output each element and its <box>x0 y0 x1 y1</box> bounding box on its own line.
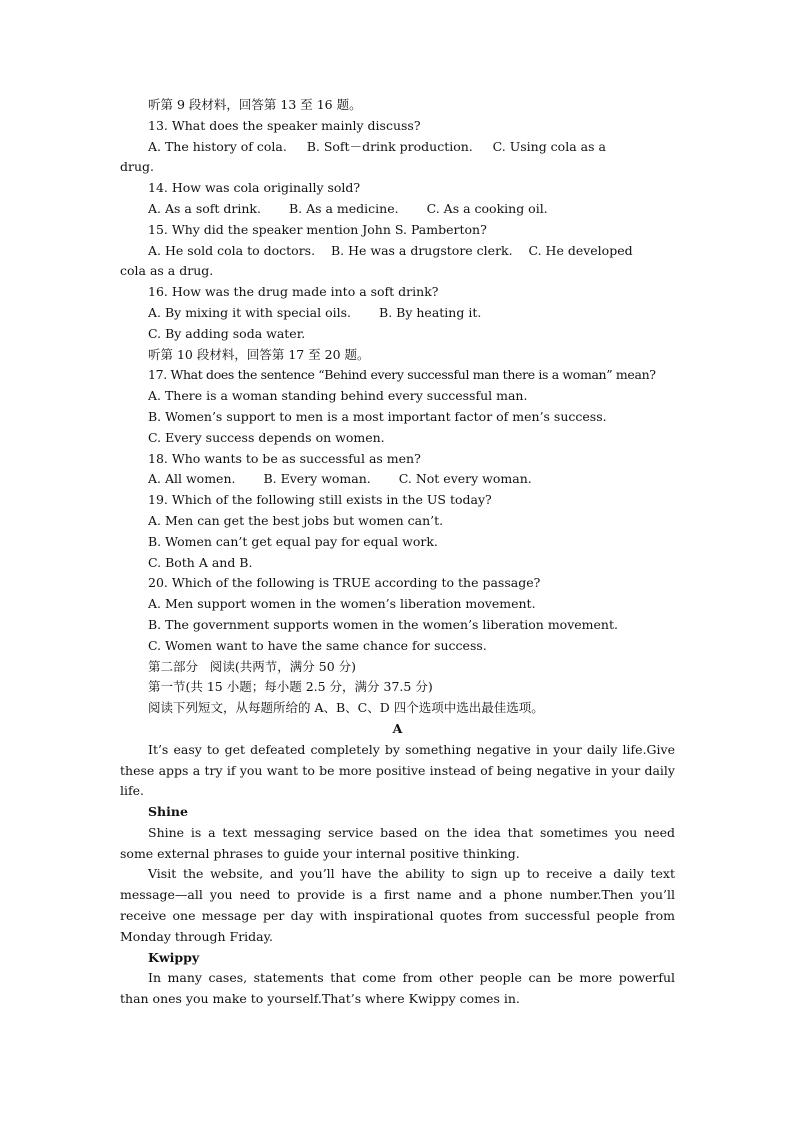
question-15-options-cont: cola as a drug. <box>120 263 214 279</box>
question-13-options: A. The history of cola. B. Soft－drink production. C. Using cola as a <box>148 138 606 154</box>
part-2-instructions: 阅读下列短文，从每题所给的 A、B、C、D 四个选项中选出最佳选项。 <box>148 700 544 716</box>
option-b: B. By heating it. <box>379 304 482 320</box>
question-13-stem: 13. What does the speaker mainly discuss? <box>148 117 421 133</box>
question-16-option-c: C. By adding soda water. <box>148 325 306 341</box>
kwippy-paragraph-1: In many cases, statements that come from other people can be more powerful than ones you make to yourself.That’s where Kwippy comes in. <box>120 970 675 1007</box>
app-title-shine: Shine <box>148 804 188 820</box>
question-17-option-b: B. Women’s support to men is a most important factor of men’s success. <box>148 408 607 424</box>
part-2-section-1: 第一节(共 15 小题；每小题 2.5 分，满分 37.5 分) <box>148 679 433 695</box>
question-20-option-b: B. The government supports women in the women’s liberation movement. <box>148 616 618 632</box>
exam-page <box>120 95 675 1010</box>
option-b: B. As a medicine. <box>288 200 399 216</box>
question-13-options-cont: drug. <box>120 159 155 175</box>
question-17-option-a: A. There is a woman standing behind every successful man. <box>148 388 528 404</box>
option-a: A. All women. <box>148 471 236 487</box>
question-14-options <box>120 199 675 220</box>
option-b: B. Every woman. <box>263 471 371 487</box>
app-title-kwippy: Kwippy <box>148 949 200 965</box>
part-2-title: 第二部分 阅读(共两节，满分 50 分) <box>148 658 357 674</box>
question-16-stem: 16. How was the drug made into a soft drink? <box>148 284 439 300</box>
section-10-heading: 听第 10 段材料，回答第 17 至 20 题。 <box>148 346 370 362</box>
option-a: A. As a soft drink. <box>148 200 261 216</box>
question-17-stem: 17. What does the sentence “Behind every successful man there is a woman” mean? <box>148 367 656 383</box>
passage-intro: It’s easy to get defeated completely by something negative in your daily life.Give these apps a try if you want to be more positive instead of being negative in your daily life. <box>120 741 675 799</box>
option-c: C. Not every woman. <box>398 471 532 487</box>
passage-label: A <box>392 720 403 736</box>
question-16-options <box>120 303 675 324</box>
section-9-heading: 听第 9 段材料，回答第 13 至 16 题。 <box>148 97 362 112</box>
shine-paragraph-1: Shine is a text messaging service based on the idea that sometimes you need some external phrases to guide your internal positive thinking. <box>120 824 675 861</box>
question-20-option-c: C. Women want to have the same chance for success. <box>148 637 487 653</box>
option-a: A. By mixing it with special oils. <box>148 304 352 320</box>
question-17-option-c: C. Every success depends on women. <box>148 429 385 445</box>
question-20-stem: 20. Which of the following is TRUE according to the passage? <box>148 575 541 591</box>
question-15-stem: 15. Why did the speaker mention John S. Pamberton? <box>148 221 487 237</box>
shine-paragraph-2: Visit the website, and you’ll have the ability to sign up to receive a daily text message—all you need to provide is a first name and a phone number.Then you’ll receive one message per day with inspirational quotes from successful people from Monday through Friday. <box>120 866 675 944</box>
question-19-option-a: A. Men can get the best jobs but women can’t. <box>148 512 444 528</box>
question-19-option-b: B. Women can’t get equal pay for equal work. <box>148 533 438 549</box>
question-19-option-c: C. Both A and B. <box>148 554 253 570</box>
question-15-options: A. He sold cola to doctors. B. He was a drugstore clerk. C. He developed <box>148 242 633 258</box>
question-20-option-a: A. Men support women in the women’s liberation movement. <box>148 596 536 612</box>
question-18-stem: 18. Who wants to be as successful as men? <box>148 450 421 466</box>
question-19-stem: 19. Which of the following still exists in the US today? <box>148 492 492 508</box>
question-14-stem: 14. How was cola originally sold? <box>148 180 361 196</box>
question-18-options <box>120 469 675 490</box>
option-c: C. As a cooking oil. <box>426 200 548 216</box>
